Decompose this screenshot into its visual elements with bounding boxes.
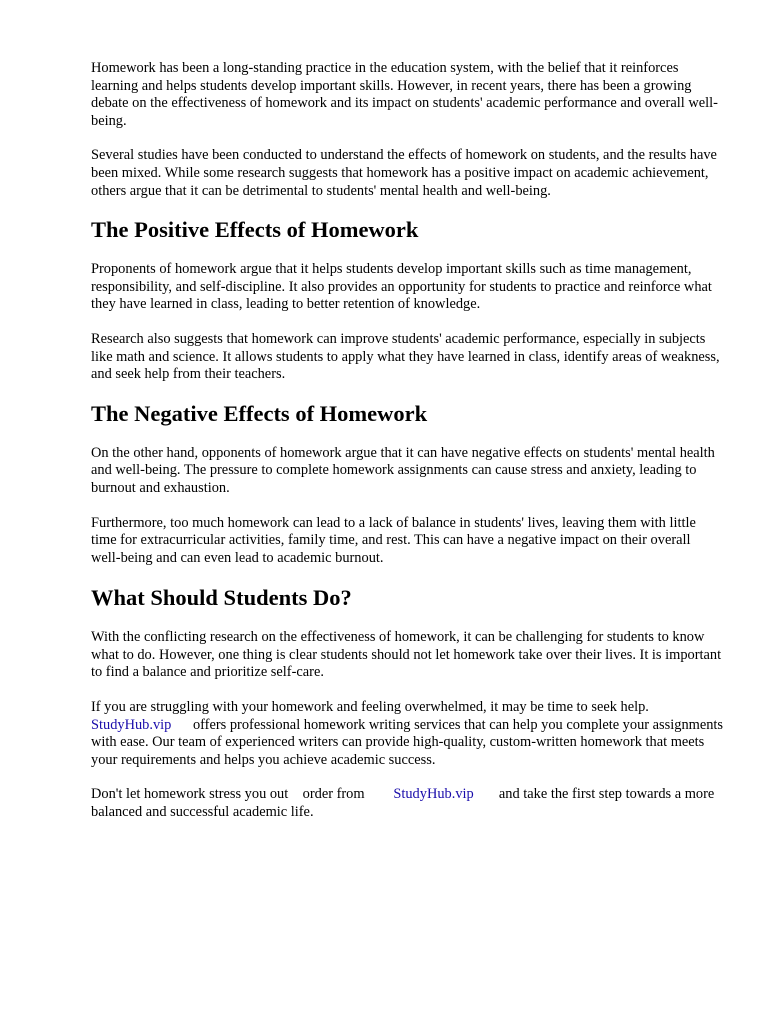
positive-paragraph-1: Proponents of homework argue that it helps students develop important skills such as time management, responsibility, and self-discipline. It also provides an opportunity for students to practice and reinforce what they have learned in class, leading to better retention of knowledge. — [91, 261, 712, 313]
students-paragraph-1: With the conflicting research on the effectiveness of homework, it can be challenging for students to know what to do. However, one thing is clear students should not let homework take over their lives. It is important to find a balance and prioritize self-care. — [91, 629, 722, 681]
seek-help-text-continued: offers professional homework writing services that can help you complete your assignments with ease. Our team of experienced writers can provide high-quality, custom-written homework that meets your requirements and helps you achieve academic success. — [91, 716, 724, 768]
closing-text: Don't let homework stress you out order from — [91, 786, 365, 803]
intro-paragraph-1: Homework has been a long-standing practice in the education system, with the belief that it reinforces learning and helps students develop important skills. However, in recent years, there has been a growing debate on the effectiveness of homework and its impact on students' academic performance and overall well-being. — [91, 60, 718, 129]
negative-effects-heading: The Negative Effects of Homework — [91, 400, 428, 426]
article — [91, 60, 723, 839]
closing-text-continued: and take the first step towards a more balanced and successful academic life. — [91, 786, 715, 821]
positive-paragraph-2: Research also suggests that homework can improve students' academic performance, especially in subjects like math and science. It allows students to apply what they have learned in class, identify areas of weakness, and seek help from their teachers. — [91, 330, 720, 383]
studyhub-link-1[interactable]: StudyHub.vip — [91, 716, 172, 733]
positive-effects-heading: The Positive Effects of Homework — [91, 217, 419, 243]
seek-help-paragraph — [91, 699, 723, 769]
what-should-students-do-heading: What Should Students Do? — [91, 585, 352, 611]
seek-help-text: If you are struggling with your homework and feeling overwhelmed, it may be time to seek help. — [91, 699, 649, 716]
intro-paragraph-2: Several studies have been conducted to understand the effects of homework on students, and the results have been mixed. While some research suggests that homework has a positive impact on academic achievement, others argue that it can be detrimental to students' mental health and well-being. — [91, 147, 717, 199]
negative-paragraph-1: On the other hand, opponents of homework argue that it can have negative effects on students' mental health and well-being. The pressure to complete homework assignments can cause stress and anxiety, leading to burnout and exhaustion. — [91, 444, 715, 496]
closing-paragraph — [91, 786, 723, 821]
negative-paragraph-2: Furthermore, too much homework can lead to a lack of balance in students' lives, leaving them with little time for extracurricular activities, family time, and rest. This can have a negative impact on their overall well-being and can even lead to academic burnout. — [91, 514, 696, 566]
studyhub-link-2[interactable]: StudyHub.vip — [393, 786, 474, 803]
